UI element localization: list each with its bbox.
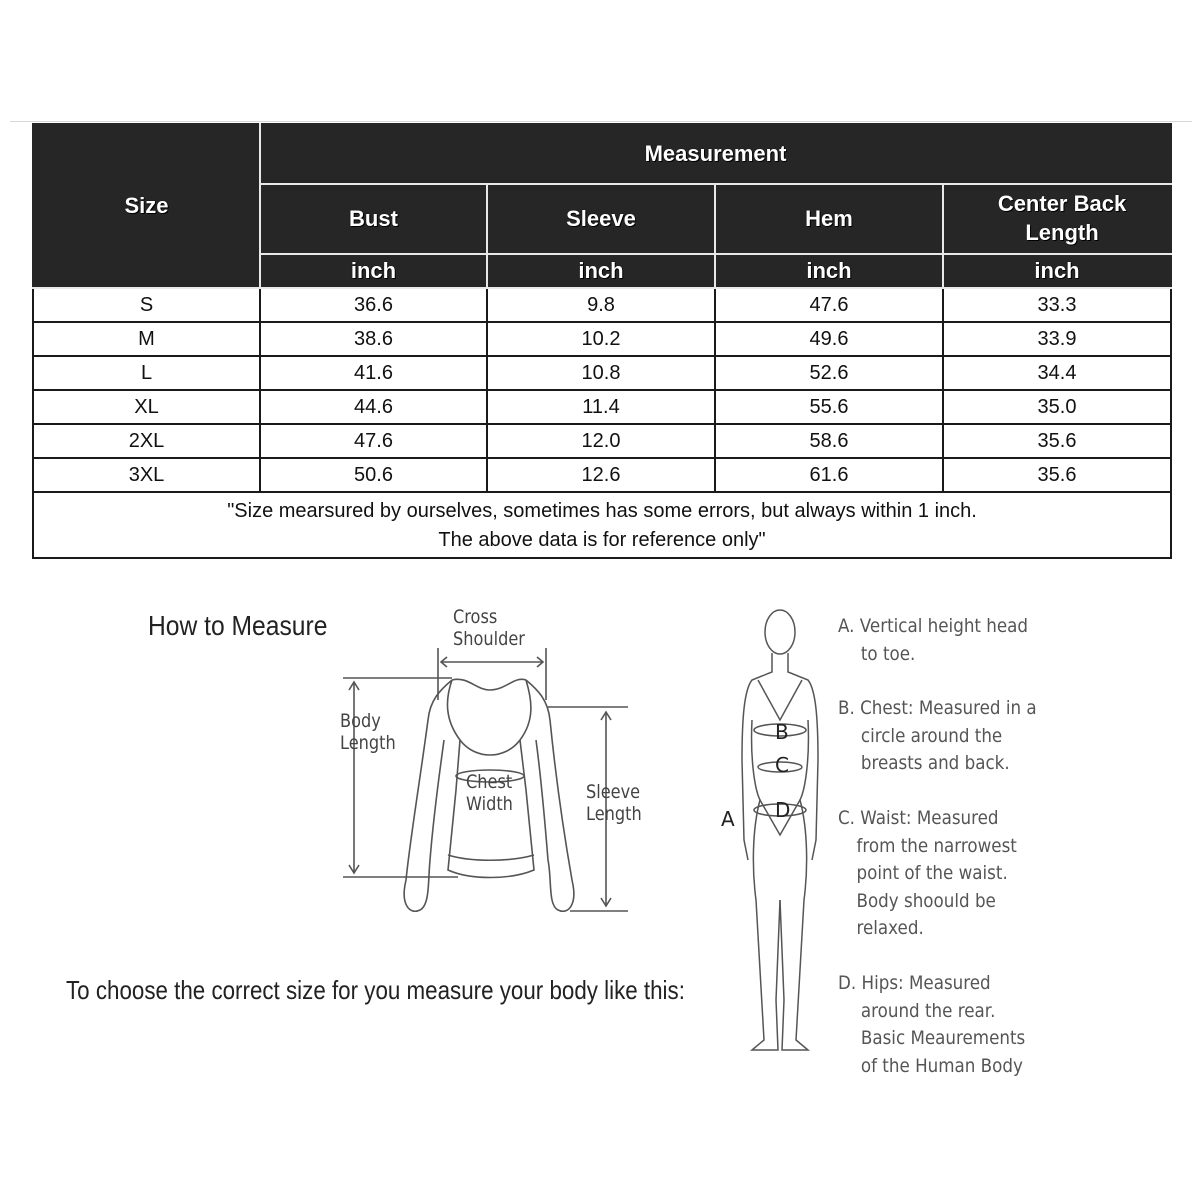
- cell-center-back-length: 33.3: [943, 288, 1171, 322]
- table-row: [33, 322, 1171, 356]
- cell-bust: 47.6: [260, 424, 487, 458]
- note-c-line-1: C. Waist: Measured: [838, 807, 999, 829]
- cell-size: L: [33, 356, 260, 390]
- size-header: Size: [33, 124, 260, 288]
- size-chart-table: [32, 123, 1172, 559]
- cell-bust: 36.6: [260, 288, 487, 322]
- body-length-line-2: Length: [340, 732, 396, 754]
- cell-hem: 55.6: [715, 390, 943, 424]
- cell-size: 2XL: [33, 424, 260, 458]
- cell-bust: 41.6: [260, 356, 487, 390]
- note-c-line-2: from the narrowest: [856, 834, 1017, 857]
- note-line-1: "Size mearsured by ourselves, sometimes has some errors, but always within 1 inch.: [227, 500, 977, 522]
- sleeve-length-line-2: Length: [586, 803, 642, 825]
- note-a-line-2: to toe.: [860, 642, 916, 665]
- cell-bust: 44.6: [260, 390, 487, 424]
- cell-center-back-length: 34.4: [943, 356, 1171, 390]
- column-header-center-back-length: [943, 184, 1171, 254]
- unit-hem: inch: [715, 254, 943, 288]
- unit-center-back-length: inch: [943, 254, 1171, 288]
- note-b: [838, 695, 1037, 778]
- note-d-line-3: Basic Meaurements: [860, 1027, 1026, 1049]
- note-b-line-3: breasts and back.: [860, 752, 1010, 774]
- note-c-line-3: point of the waist.: [856, 862, 1008, 884]
- body-letter-c: C: [775, 753, 789, 777]
- unit-sleeve: inch: [487, 254, 715, 288]
- note-a: [838, 613, 1028, 668]
- note-d-line-4: of the Human Body: [860, 1054, 1023, 1077]
- cell-size: 3XL: [33, 458, 260, 492]
- note-a-line-1: A. Vertical height head: [838, 615, 1029, 637]
- body-length-label: [340, 710, 396, 754]
- cell-sleeve: 12.6: [487, 458, 715, 492]
- table-row: [33, 288, 1171, 322]
- column-header-bust: Bust: [260, 184, 487, 254]
- cell-center-back-length: 35.0: [943, 390, 1171, 424]
- note-c-line-5: relaxed.: [856, 917, 924, 939]
- unit-bust: inch: [260, 254, 487, 288]
- instruction-text: To choose the correct size for you measure your body like this:: [66, 975, 685, 1005]
- cell-sleeve: 12.0: [487, 424, 715, 458]
- table-row: [33, 390, 1171, 424]
- table-row: [33, 458, 1171, 492]
- center-back-line-2: Length: [1025, 220, 1099, 245]
- cell-size: M: [33, 322, 260, 356]
- header-row-group: [33, 124, 1171, 184]
- body-letter-a: A: [721, 807, 735, 831]
- cell-hem: 49.6: [715, 322, 943, 356]
- body-length-line-1: Body: [340, 710, 381, 732]
- how-to-measure-title: How to Measure: [148, 610, 328, 641]
- cell-sleeve: 11.4: [487, 390, 715, 424]
- cell-bust: 50.6: [260, 458, 487, 492]
- cell-hem: 47.6: [715, 288, 943, 322]
- note-b-line-1: B. Chest: Measured in a: [838, 697, 1037, 719]
- cell-sleeve: 10.8: [487, 356, 715, 390]
- cell-sleeve: 9.8: [487, 288, 715, 322]
- body-letter-b: B: [775, 720, 789, 744]
- disclaimer-note: [33, 492, 1171, 558]
- note-row: [33, 492, 1171, 558]
- center-back-line-1: Center Back: [997, 191, 1127, 217]
- chest-width-line-2: Width: [466, 793, 513, 815]
- chest-width-line-1: Chest: [466, 771, 513, 793]
- sleeve-length-label: [586, 781, 642, 825]
- cell-hem: 61.6: [715, 458, 943, 492]
- table-row: [33, 424, 1171, 458]
- table-row: [33, 356, 1171, 390]
- cell-size: S: [33, 288, 260, 322]
- cell-sleeve: 10.2: [487, 322, 715, 356]
- body-figure-icon: [730, 600, 830, 1060]
- cross-shoulder-line-2: Shoulder: [453, 628, 525, 650]
- cell-center-back-length: 35.6: [943, 458, 1171, 492]
- cross-shoulder-line-1: Cross: [453, 606, 498, 628]
- chest-width-label: [466, 771, 513, 815]
- measurement-header: Measurement: [260, 124, 1171, 184]
- note-line-2: The above data is for reference only": [438, 529, 766, 551]
- cell-center-back-length: 33.9: [943, 322, 1171, 356]
- note-c: [838, 805, 1017, 943]
- cell-center-back-length: 35.6: [943, 424, 1171, 458]
- sleeve-length-line-1: Sleeve: [586, 781, 641, 803]
- cell-size: XL: [33, 390, 260, 424]
- note-c-line-4: Body shoould be: [856, 889, 996, 912]
- note-d-line-2: around the rear.: [860, 999, 996, 1022]
- column-header-sleeve: Sleeve: [487, 184, 715, 254]
- top-divider: [10, 121, 1192, 122]
- cell-hem: 58.6: [715, 424, 943, 458]
- note-b-line-2: circle around the: [860, 724, 1003, 747]
- note-d-line-1: D. Hips: Measured: [838, 972, 991, 994]
- cross-shoulder-label: [453, 606, 525, 650]
- cell-bust: 38.6: [260, 322, 487, 356]
- note-d: [838, 970, 1025, 1080]
- column-header-hem: Hem: [715, 184, 943, 254]
- body-letter-d: D: [775, 798, 791, 822]
- cell-hem: 52.6: [715, 356, 943, 390]
